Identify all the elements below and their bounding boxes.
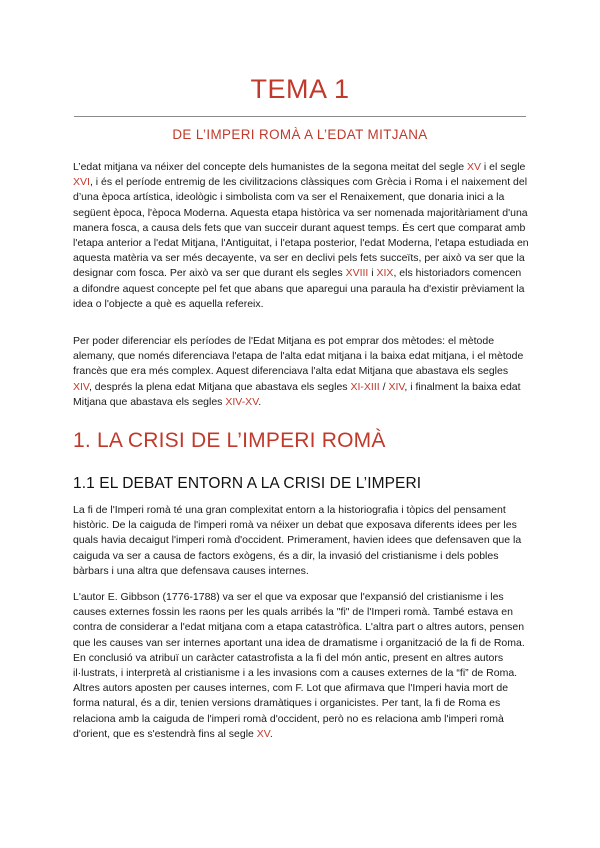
century-numeral: XVI xyxy=(73,176,90,189)
page-subtitle: DE L’IMPERI ROMÀ A L’EDAT MITJANA xyxy=(172,127,428,142)
century-numeral: XIV-XV xyxy=(225,395,259,408)
text-run: . xyxy=(269,727,273,740)
text-run: , i finalment la baixa edat Mitjana que abastava els segles xyxy=(73,380,521,408)
section-paragraph-1 xyxy=(73,503,529,579)
text-run: Per poder diferenciar els períodes de l'Edat Mitjana es pot emprar dos mètodes: el mètode alemany, que només diferenciava l'etapa de l'alta edat mitjana i la baixa edat mitjana, i el mètode francès que era més complex. Aquest diferenciava l'alta edat Mitjana que abastava els segles xyxy=(73,335,524,378)
century-numeral: XIX xyxy=(376,267,394,280)
century-numeral: XIV xyxy=(73,380,89,393)
intro-paragraph-1 xyxy=(73,160,529,312)
section-heading: 1. LA CRISI DE L’IMPERI ROMÀ xyxy=(73,429,386,452)
intro-paragraph-2 xyxy=(73,334,529,410)
text-run: L'autor E. Gibbson (1776-1788) va ser el que va exposar que l'expansió del cristianisme i les causes externes fossin les raons per les quals arribés la "fi" de l'Imperi romà. També estava en contra de considerar a l'edat mitjana com a etapa catastròfica. L'altra part o altres autors, pensen que les causes van ser internes aportant una idea de dramatisme i organització de la fi de Roma. En conclusió va atribuï un caràcter catastrofista a la fi del món antic, present en altres autors il·lustrats, i interpretà al cristianisme i a les invasions com a causes externes de la “fi” de Roma. Altres autors aposten per causes internes, com F. Lot que afirmava que l'Imperi havia mort de forma natural, és a dir, tenien versions dramàtiques i organicistes. Per tant, la fi de Roma es relaciona amb la caiguda de l'imperi romà d'occident, però no es relaciona amb l'imperi romà d'orient, que es s'estendrà fins al segle xyxy=(73,591,525,740)
text-run: L’edat mitjana va néixer del concepte dels humanistes de la segona meitat del segle xyxy=(73,161,467,173)
text-run: , els historiadors comencen a difondre aquest concepte pel fet que abans que aparegui una paraula ha d'existir prèviament la idea o l'objecte a què es aquella refereix. xyxy=(73,267,525,310)
title-divider xyxy=(74,116,526,117)
text-run: . xyxy=(258,395,262,408)
century-numeral: XVIII xyxy=(345,267,369,280)
century-numeral: XI-XIII xyxy=(350,380,380,393)
page-title: TEMA 1 xyxy=(250,74,350,104)
text-run: / xyxy=(379,380,389,393)
section-paragraph-2 xyxy=(73,590,529,742)
text-run: , i és el període entremig de les civilitzacions clàssiques com Grècia i Roma i el naixement del d’una època artística, ideològic i simbolista com va ser el Renaixement, que donaria inici a la següent època, l'època Moderna. Aquesta etapa històrica va ser nomenada majoritàriament d'una manera fosca, a causa dels fets que van succeir durant aquest temps. És cert que comparat amb l'etapa anterior a l'edat Mitjana, l'Antiguitat, i l'etapa posterior, l'edat Moderna, l'etapa estudiada en aquesta matèria va ser més decayente, va ser en declivi pels fets succeïts, per això va ser que la designar com fosca. Per això va ser que durant els segles xyxy=(73,176,529,280)
text-run: i el segle xyxy=(481,161,526,173)
century-numeral: XIV xyxy=(388,380,405,393)
subsection-heading: 1.1 EL DEBAT ENTORN A LA CRISI DE L’IMPERI xyxy=(73,475,422,492)
text-run: i xyxy=(368,267,377,280)
century-numeral: XV xyxy=(256,727,270,740)
text-run: , després la plena edat Mitjana que abastava els segles xyxy=(88,380,351,393)
century-numeral: XV xyxy=(467,161,482,173)
text-run: La fi de l'Imperi romà té una gran complexitat entorn a la historiografia i tòpics del pensament històric. De la caiguda de l'imperi romà va néixer un debat que exposava diferents idees per les quals havia decaigut l'imperi romà d'occident. Primerament, havien idees que defensaven que la caiguda va ser a causa de factors exògens, és a dir, la invasió del cristianisme i dels pobles bàrbars i una altra que defensava causes internes. xyxy=(73,504,522,577)
